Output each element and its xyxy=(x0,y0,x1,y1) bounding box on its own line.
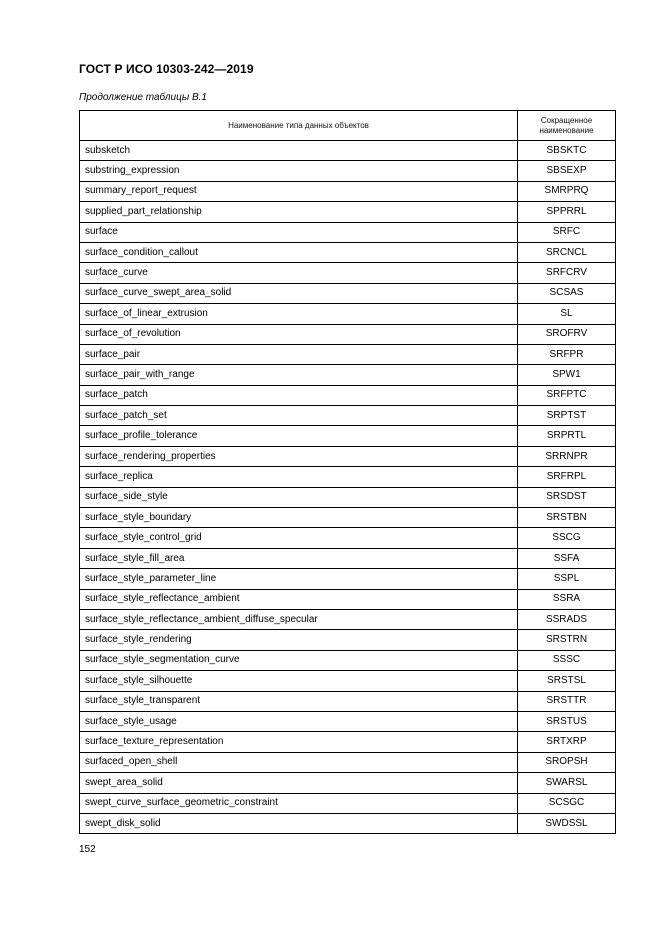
table-row xyxy=(80,487,616,507)
table-row xyxy=(80,385,616,405)
short-name-cell: SRPTST xyxy=(518,406,616,426)
table-header-row xyxy=(80,111,616,141)
short-name-cell: SRPRTL xyxy=(518,426,616,446)
table-row xyxy=(80,406,616,426)
short-name-cell: SPPRRL xyxy=(518,202,616,222)
table-caption: Продолжение таблицы В.1 xyxy=(79,92,207,103)
entity-name-cell: surface_patch xyxy=(80,385,518,405)
entity-name-cell: surface_curve xyxy=(80,263,518,283)
short-name-cell: SRFC xyxy=(518,222,616,242)
entity-name-cell: surface_style_segmentation_curve xyxy=(80,650,518,670)
table-row xyxy=(80,609,616,629)
table-row xyxy=(80,773,616,793)
entity-name-cell: surface_pair_with_range xyxy=(80,365,518,385)
entity-name-cell: supplied_part_relationship xyxy=(80,202,518,222)
entity-name-cell: surface_style_reflectance_ambient xyxy=(80,589,518,609)
table-row xyxy=(80,691,616,711)
table-row xyxy=(80,446,616,466)
short-name-cell: SRTXRP xyxy=(518,732,616,752)
table-row xyxy=(80,304,616,324)
table-row xyxy=(80,528,616,548)
entity-name-cell: surface_of_revolution xyxy=(80,324,518,344)
table-row xyxy=(80,671,616,691)
entity-name-cell: subsketch xyxy=(80,141,518,161)
short-name-cell: SSPL xyxy=(518,569,616,589)
table-row xyxy=(80,508,616,528)
short-name-cell: SPW1 xyxy=(518,365,616,385)
short-name-cell: SRSTBN xyxy=(518,508,616,528)
short-name-cell: SROFRV xyxy=(518,324,616,344)
short-name-cell: SRSTTR xyxy=(518,691,616,711)
short-name-cell: SL xyxy=(518,304,616,324)
table-row xyxy=(80,365,616,385)
short-name-cell: SSFA xyxy=(518,548,616,568)
entity-name-cell: surface_style_rendering xyxy=(80,630,518,650)
short-name-cell: SMRPRQ xyxy=(518,181,616,201)
table-row xyxy=(80,793,616,813)
entity-name-cell: surface xyxy=(80,222,518,242)
short-name-cell: SCSGC xyxy=(518,793,616,813)
entity-name-cell: surface_patch_set xyxy=(80,406,518,426)
entity-name-cell: surface_pair xyxy=(80,344,518,364)
short-name-cell: SRSTSL xyxy=(518,671,616,691)
short-name-cell: SRFCRV xyxy=(518,263,616,283)
entity-name-cell: swept_curve_surface_geometric_constraint xyxy=(80,793,518,813)
short-name-cell: SRRNPR xyxy=(518,446,616,466)
table-row xyxy=(80,283,616,303)
short-name-cell: SRSDST xyxy=(518,487,616,507)
entity-name-cell: swept_area_solid xyxy=(80,773,518,793)
short-name-cell: SWDSSL xyxy=(518,813,616,833)
short-name-cell: SRFPTC xyxy=(518,385,616,405)
table-row xyxy=(80,548,616,568)
short-name-cell: SRFPR xyxy=(518,344,616,364)
table-row xyxy=(80,222,616,242)
short-name-cell: SRFRPL xyxy=(518,467,616,487)
entity-name-cell: surface_style_silhouette xyxy=(80,671,518,691)
table-row xyxy=(80,242,616,262)
table-row xyxy=(80,630,616,650)
entity-name-cell: surface_rendering_properties xyxy=(80,446,518,466)
table-row xyxy=(80,813,616,833)
short-name-cell: SSRADS xyxy=(518,609,616,629)
short-name-cell: SRSTRN xyxy=(518,630,616,650)
short-name-cell: SSSC xyxy=(518,650,616,670)
entity-name-cell: substring_expression xyxy=(80,161,518,181)
entity-name-cell: surface_style_usage xyxy=(80,711,518,731)
short-name-cell: SRCNCL xyxy=(518,242,616,262)
entity-name-cell: surface_style_parameter_line xyxy=(80,569,518,589)
entity-name-cell: surface_curve_swept_area_solid xyxy=(80,283,518,303)
table-row xyxy=(80,589,616,609)
table-row xyxy=(80,181,616,201)
entity-name-cell: surface_replica xyxy=(80,467,518,487)
entity-name-cell: surface_style_transparent xyxy=(80,691,518,711)
table-row xyxy=(80,732,616,752)
table-body xyxy=(80,141,616,834)
page-number: 152 xyxy=(79,844,96,855)
short-name-cell: SSCG xyxy=(518,528,616,548)
table-row xyxy=(80,202,616,222)
data-type-table xyxy=(79,110,616,834)
short-name-cell: SWARSL xyxy=(518,773,616,793)
entity-name-cell: surface_style_boundary xyxy=(80,508,518,528)
short-name-cell: SSRA xyxy=(518,589,616,609)
table-row xyxy=(80,161,616,181)
table-row xyxy=(80,711,616,731)
short-name-cell: SBSEXP xyxy=(518,161,616,181)
entity-name-cell: surface_texture_representation xyxy=(80,732,518,752)
entity-name-cell: surfaced_open_shell xyxy=(80,752,518,772)
entity-name-cell: swept_disk_solid xyxy=(80,813,518,833)
table-row xyxy=(80,467,616,487)
document-header: ГОСТ Р ИСО 10303-242—2019 xyxy=(79,62,254,76)
table-row xyxy=(80,141,616,161)
table-row xyxy=(80,650,616,670)
short-name-cell: SRSTUS xyxy=(518,711,616,731)
entity-name-cell: surface_style_fill_area xyxy=(80,548,518,568)
entity-name-cell: surface_of_linear_extrusion xyxy=(80,304,518,324)
entity-name-cell: surface_side_style xyxy=(80,487,518,507)
table-row xyxy=(80,569,616,589)
entity-name-cell: surface_style_reflectance_ambient_diffuse_specular xyxy=(80,609,518,629)
table-row xyxy=(80,263,616,283)
entity-name-cell: surface_style_control_grid xyxy=(80,528,518,548)
table-row xyxy=(80,324,616,344)
column-header-name: Наименование типа данных объектов xyxy=(80,111,518,141)
entity-name-cell: summary_report_request xyxy=(80,181,518,201)
entity-name-cell: surface_profile_tolerance xyxy=(80,426,518,446)
table-row xyxy=(80,752,616,772)
short-name-cell: SBSKTC xyxy=(518,141,616,161)
table-row xyxy=(80,344,616,364)
entity-name-cell: surface_condition_callout xyxy=(80,242,518,262)
short-name-cell: SROPSH xyxy=(518,752,616,772)
column-header-abbreviation: Сокращенное наименование xyxy=(518,111,616,141)
short-name-cell: SCSAS xyxy=(518,283,616,303)
table-row xyxy=(80,426,616,446)
